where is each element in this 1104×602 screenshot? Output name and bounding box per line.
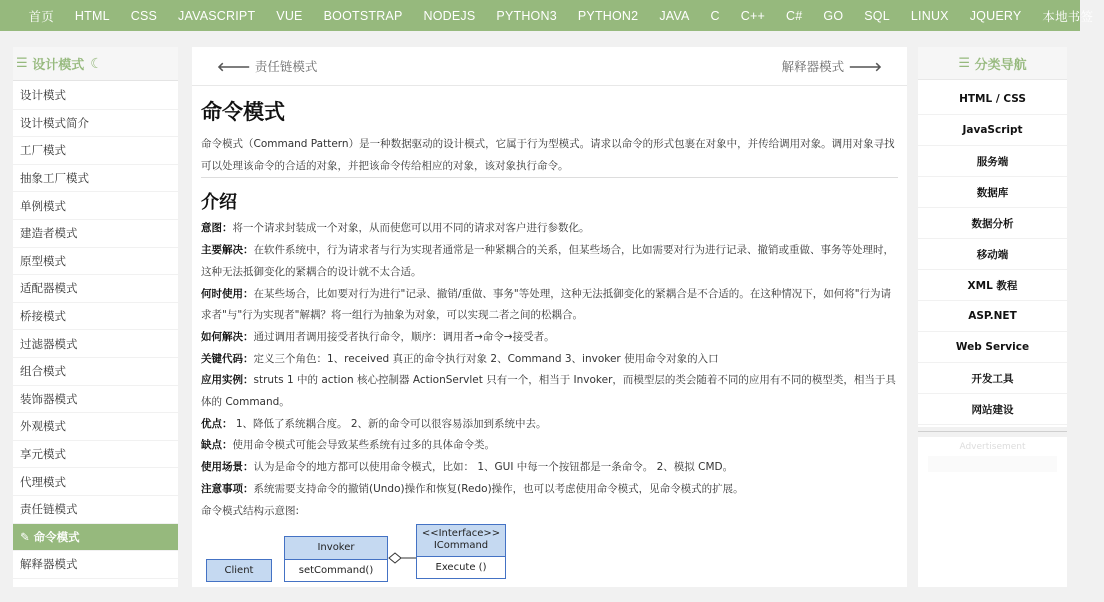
nav-python2[interactable]: PYTHON2	[577, 8, 639, 23]
list-icon: ☰	[958, 55, 975, 71]
ad-panel	[918, 437, 1067, 587]
point-when	[201, 284, 898, 327]
point-text: 将一个请求封装成一个对象，从而使您可以用不同的请求对客户进行参数化。	[232, 222, 590, 235]
category-title: 分类导航	[974, 57, 1027, 73]
point-text: 系统需要支持命令的撤销(Undo)操作和恢复(Redo)操作，也可以考虑使用命令模式，见命令模式的扩展。	[253, 482, 744, 495]
uml-interface-name: ICommand	[433, 540, 489, 552]
arrow-right-icon: 🡒	[844, 59, 882, 74]
nav-nodejs[interactable]: NODEJS	[423, 8, 476, 23]
point-text: struts 1 中的 action 核心控制器 ActionServlet 只有一个，相当于 Invoker，而模型层的类会随着不同的应用有不同的模型类，相当于具体的 Command。	[201, 374, 896, 409]
point-label: 如何解决：	[201, 330, 254, 343]
sidebar-list	[13, 81, 178, 579]
category-item[interactable]: 数据分析	[918, 208, 1067, 239]
point-how	[201, 327, 898, 349]
point-example	[201, 370, 898, 413]
diagram-caption: 命令模式结构示意图:	[201, 504, 300, 517]
point-label: 主要解决：	[201, 244, 254, 257]
category-item[interactable]: 开发工具	[918, 363, 1067, 394]
sidebar-item[interactable]: 装饰器模式	[13, 386, 178, 414]
nav-bookmarks[interactable]: 本地书签	[1042, 9, 1094, 24]
point-key-code	[201, 349, 898, 371]
section-title: 介绍	[201, 192, 237, 214]
category-item[interactable]: ASP.NET	[918, 301, 1067, 332]
sidebar-item[interactable]: 责任链模式	[13, 496, 178, 524]
nav-jquery[interactable]: JQUERY	[969, 8, 1022, 23]
point-label: 何时使用：	[201, 287, 254, 300]
nav-javascript[interactable]: JAVASCRIPT	[178, 8, 256, 23]
uml-interface-method: Execute ()	[417, 556, 505, 578]
point-cons	[201, 435, 898, 457]
point-scenarios	[201, 457, 898, 479]
category-item[interactable]: 移动端	[918, 239, 1067, 270]
point-label: 缺点：	[201, 439, 233, 452]
sidebar-item[interactable]: 建造者模式	[13, 220, 178, 248]
sidebar-item[interactable]: 组合模式	[13, 358, 178, 386]
sidebar-item[interactable]: 解释器模式	[13, 551, 178, 579]
uml-icommand	[416, 524, 506, 579]
point-label: 意图：	[201, 222, 233, 235]
sidebar-item[interactable]: 享元模式	[13, 441, 178, 469]
sidebar-item[interactable]: 桥接模式	[13, 303, 178, 331]
sidebar-item[interactable]: 过滤器模式	[13, 330, 178, 358]
page-title: 命令模式	[201, 100, 285, 124]
nav-csharp[interactable]: C#	[786, 8, 803, 23]
sidebar-item[interactable]: 外观模式	[13, 413, 178, 441]
uml-invoker-name: Invoker	[317, 542, 355, 554]
point-text: 使用命令模式可能会导致某些系统有过多的具体命令类。	[232, 439, 495, 452]
sidebar-item[interactable]: 设计模式简介	[13, 110, 178, 138]
point-text: 1、降低了系统耦合度。 2、新的命令可以很容易添加到系统中去。	[232, 417, 547, 430]
left-sidebar	[13, 47, 178, 587]
uml-client: Client	[206, 559, 272, 582]
sidebar-item[interactable]: 工厂模式	[13, 137, 178, 165]
uml-stereotype: <<Interface>>	[421, 528, 501, 540]
point-notes	[201, 479, 898, 501]
sidebar-header	[13, 47, 178, 81]
top-navigation	[0, 0, 1094, 31]
ad-label: Advertisement	[959, 442, 1026, 452]
sidebar-item[interactable]: 适配器模式	[13, 275, 178, 303]
sidebar-item[interactable]: 设计模式	[13, 82, 178, 110]
category-item[interactable]: XML 教程	[918, 270, 1067, 301]
nav-python3[interactable]: PYTHON3	[496, 8, 557, 23]
point-text: 通过调用者调用接受者执行命令，顺序：调用者→命令→接受者。	[253, 330, 555, 343]
point-text: 在软件系统中，行为请求者与行为实现者通常是一种紧耦合的关系，但某些场合，比如需要对行为进行记录、撤销或重做、事务等处理时，这种无法抵御变化的紧耦合的设计就不太合适。	[201, 244, 894, 278]
nav-bootstrap[interactable]: BOOTSTRAP	[323, 8, 403, 23]
intro-paragraph: 命令模式（Command Pattern）是一种数据驱动的设计模式，它属于行为型模式。请求以命令的形式包裹在对象中，并传给调用对象。调用对象寻找可以处理该命令的合适的对象，并把该命令传给相应的对象，该对象执行命令。	[201, 134, 898, 178]
nav-html[interactable]: HTML	[74, 8, 110, 23]
nav-css[interactable]: CSS	[130, 8, 158, 23]
sidebar-item-label: 命令模式	[33, 529, 80, 544]
category-item[interactable]: 数据库	[918, 177, 1067, 208]
category-header	[918, 47, 1067, 80]
nav-home[interactable]: 首页	[28, 9, 54, 24]
point-text: 认为是命令的地方都可以使用命令模式，比如： 1、GUI 中每一个按钮都是一条命令。 2、模拟 CMD。	[253, 461, 734, 474]
prev-label: 责任链模式	[254, 59, 318, 74]
nav-go[interactable]: GO	[823, 8, 844, 23]
divider	[918, 431, 1067, 432]
pager	[192, 47, 907, 86]
point-intent	[201, 218, 898, 240]
point-text: 在某些场合，比如要对行为进行"记录、撤销/重做、事务"等处理，这种无法抵御变化的紧耦合是不合适的。在这种情况下，如何将"行为请求者"与"行为实现者"解耦？将一组行为抽象为对象，可以实现二者之间的松耦合。	[201, 287, 892, 322]
point-text: 定义三个角色：1、received 真正的命令执行对象 2、Command 3、invoker 使用命令对象的入口	[253, 352, 719, 365]
point-label: 使用场景：	[201, 461, 254, 474]
moon-icon[interactable]: ☾	[90, 55, 103, 72]
uml-diagram	[201, 522, 898, 602]
ad-area	[928, 456, 1057, 472]
next-link[interactable]	[782, 57, 882, 75]
sidebar-item[interactable]: 抽象工厂模式	[13, 165, 178, 193]
arrow-left-icon: 🡐	[217, 59, 255, 74]
point-label: 注意事项：	[201, 482, 254, 495]
nav-linux[interactable]: LINUX	[910, 8, 949, 23]
main-content	[192, 47, 907, 587]
uml-invoker-method: setCommand()	[285, 559, 387, 581]
category-item[interactable]: 网站建设	[918, 394, 1067, 425]
nav-sql[interactable]: SQL	[864, 8, 890, 23]
prev-link[interactable]	[217, 57, 317, 75]
sidebar-item[interactable]: 原型模式	[13, 248, 178, 276]
point-pros	[201, 414, 898, 436]
list-icon: ☰	[16, 56, 33, 71]
nav-c[interactable]: C	[710, 8, 720, 23]
next-label: 解释器模式	[781, 59, 845, 74]
point-problem	[201, 240, 898, 283]
tag-icon: ✎	[20, 529, 34, 544]
right-sidebar	[918, 47, 1067, 427]
nav-java[interactable]: JAVA	[659, 8, 690, 23]
nav-cpp[interactable]: C++	[740, 8, 766, 23]
sidebar-item-active[interactable]	[13, 524, 178, 552]
category-item[interactable]: HTML / CSS	[918, 84, 1067, 115]
category-item[interactable]: Web Service	[918, 332, 1067, 363]
point-label: 优点：	[201, 417, 233, 430]
sidebar-title: 设计模式	[32, 58, 85, 73]
category-item[interactable]: JavaScript	[918, 115, 1067, 146]
nav-vue[interactable]: VUE	[276, 8, 303, 23]
point-label: 应用实例：	[201, 374, 254, 387]
category-item[interactable]: 服务端	[918, 146, 1067, 177]
uml-invoker	[284, 536, 388, 582]
point-label: 关键代码：	[201, 352, 254, 365]
sidebar-item[interactable]: 单例模式	[13, 192, 178, 220]
sidebar-item[interactable]: 代理模式	[13, 468, 178, 496]
